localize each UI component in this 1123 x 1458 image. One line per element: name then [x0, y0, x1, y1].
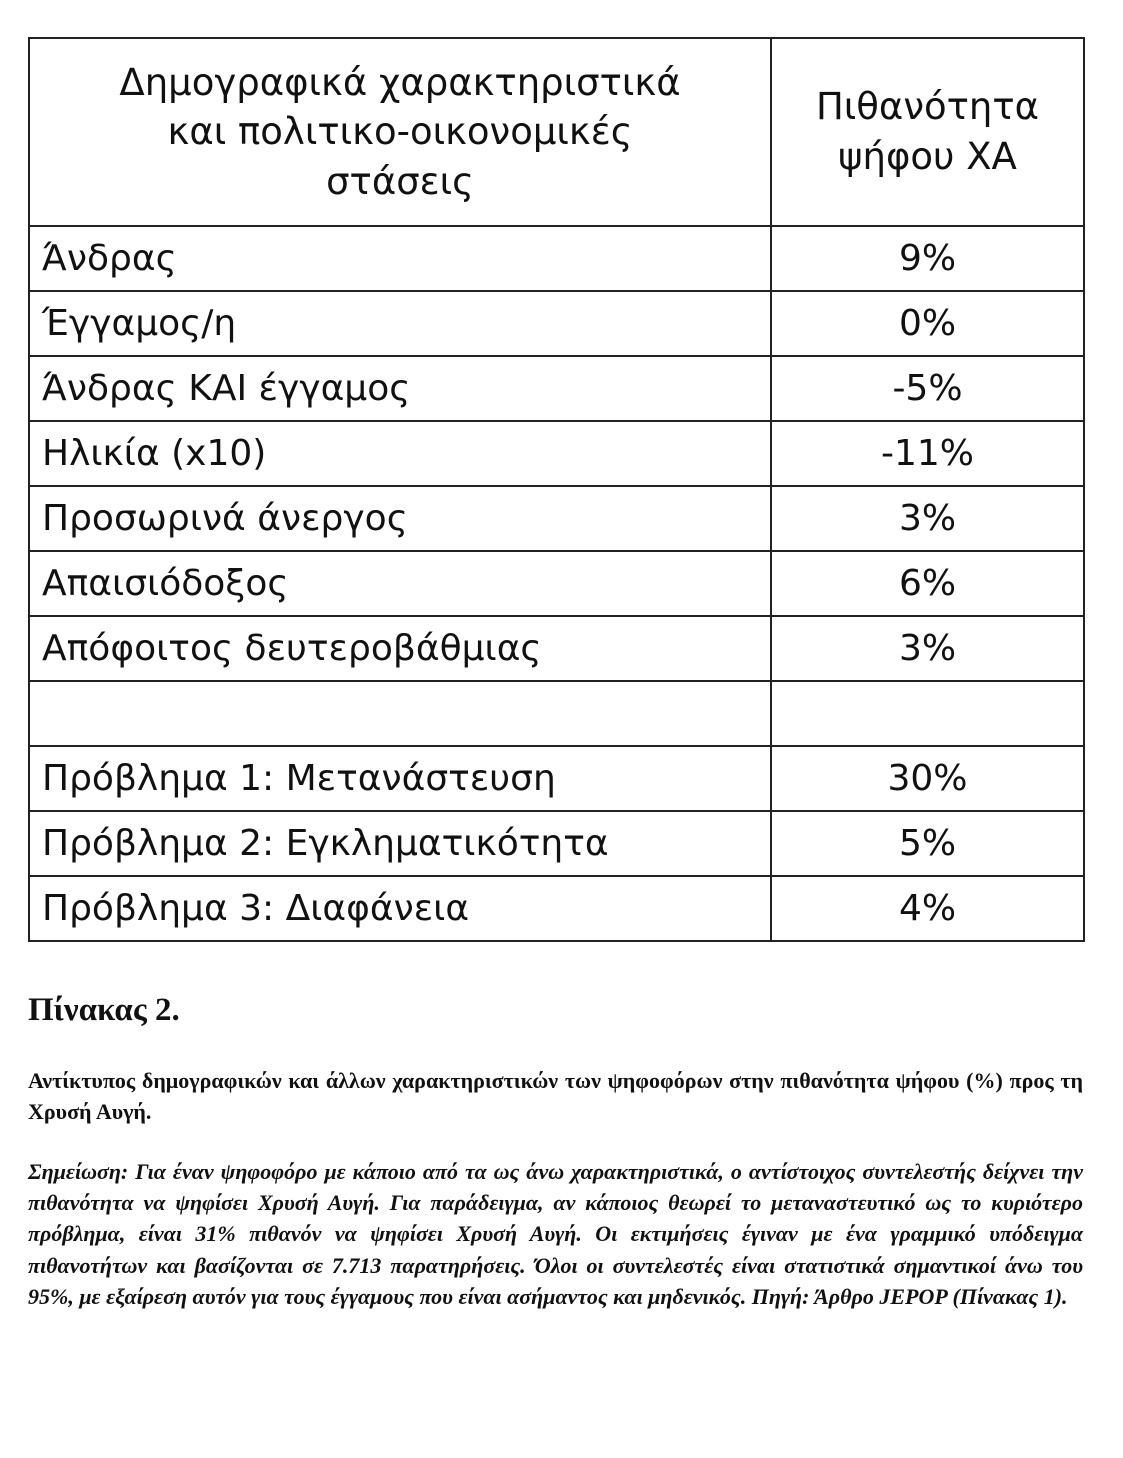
row-label: Απαισιόδοξος: [29, 551, 771, 616]
row-value: 9%: [771, 226, 1084, 291]
table-row: [29, 876, 1084, 941]
row-label: Άνδρας ΚΑΙ έγγαμος: [29, 356, 771, 421]
row-value: 3%: [771, 486, 1084, 551]
row-value: 3%: [771, 616, 1084, 681]
row-value: 4%: [771, 876, 1084, 941]
row-label: Προσωρινά άνεργος: [29, 486, 771, 551]
header-line: στάσεις: [326, 159, 474, 203]
table-caption: Αντίκτυπος δημογραφικών και άλλων χαρακτηριστικών των ψηφοφόρων στην πιθανότητα ψήφου (%) προς τη Χρυσή Αυγή.: [28, 1068, 1083, 1124]
row-value: 0%: [771, 291, 1084, 356]
row-label: Έγγαμος/η: [29, 291, 771, 356]
table-row: [29, 616, 1084, 681]
table-title: Πίνακας 2.: [28, 992, 180, 1028]
table-row-empty: [29, 681, 1084, 746]
row-label: [29, 681, 771, 746]
row-value: 5%: [771, 811, 1084, 876]
table-row: [29, 486, 1084, 551]
table-row: [29, 746, 1084, 811]
header-line: Πιθανότητα: [815, 85, 1040, 129]
table-row: [29, 421, 1084, 486]
table-row: [29, 811, 1084, 876]
row-value: 30%: [771, 746, 1084, 811]
results-table: [28, 37, 1085, 942]
table-row: [29, 226, 1084, 291]
row-value: [771, 681, 1084, 746]
header-line: Δημογραφικά χαρακτηριστικά: [119, 60, 681, 104]
row-label: Πρόβλημα 2: Εγκληματικότητα: [29, 811, 771, 876]
row-value: 6%: [771, 551, 1084, 616]
table-row: [29, 356, 1084, 421]
table-row: [29, 551, 1084, 616]
row-value: -5%: [771, 356, 1084, 421]
header-line: ψήφου ΧΑ: [838, 135, 1017, 178]
row-label: Άνδρας: [29, 226, 771, 291]
column-header-characteristics: [29, 38, 771, 226]
row-label: Πρόβλημα 1: Μετανάστευση: [29, 746, 771, 811]
row-label: Ηλικία (x10): [29, 421, 771, 486]
table-row: [29, 291, 1084, 356]
row-label: Απόφοιτος δευτεροβάθμιας: [29, 616, 771, 681]
table-header-row: [29, 38, 1084, 226]
column-header-probability: [771, 38, 1084, 226]
row-value: -11%: [771, 421, 1084, 486]
header-line: και πολιτικο-οικονομικές: [167, 110, 633, 154]
row-label: Πρόβλημα 3: Διαφάνεια: [29, 876, 771, 941]
table-note: Σημείωση: Για έναν ψηφοφόρο με κάποιο από τα ως άνω χαρακτηριστικά, ο αντίστοιχος συντελεστής δείχνει την πιθανότητα να ψηφίσει Χρυσή Αυγή. Για παράδειγμα, αν κάποιος θεωρεί το μεταναστευτικό ως το κυριότερο πρόβλημα, είναι 31% πιθανόν να ψηφίσει Χρυσή Αυγή. Οι εκτιμήσεις έγιναν με ένα γραμμικό υπόδειγμα πιθανοτήτων και βασίζονται σε 7.713 παρατηρήσεις. Όλοι οι συντελεστές είναι στατιστικά σημαντικοί άνω του 95%, με εξαίρεση αυτόν για τους έγγαμους που είναι ασήμαντος και μηδενικός. Πηγή: Άρθρο JEPOP (Πίνακας 1).: [28, 1159, 1083, 1309]
